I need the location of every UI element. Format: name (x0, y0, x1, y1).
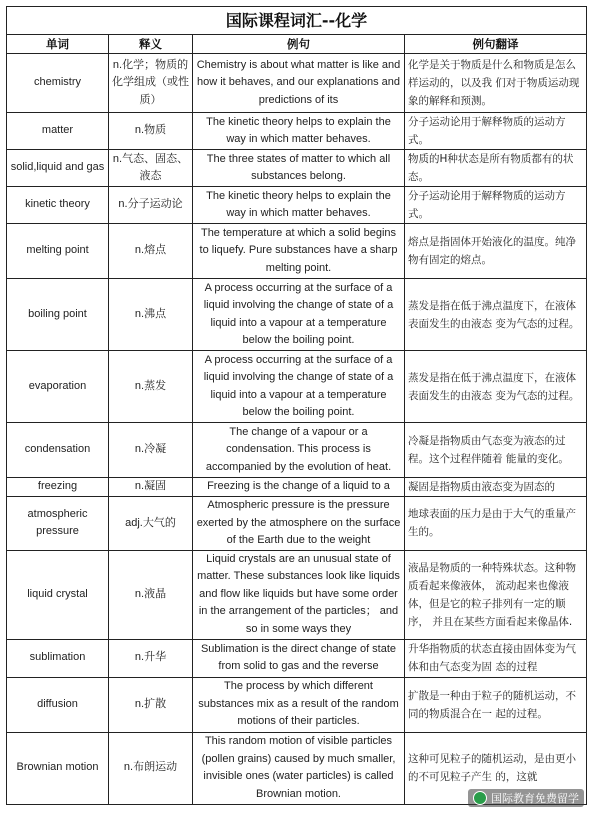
definition-cell: n.蒸发 (109, 351, 193, 423)
table-row (7, 677, 587, 732)
example-cell: Freezing is the change of a liquid to a (193, 478, 405, 497)
example-cell: This random motion of visible particles (pollen grains) caused by much smaller, invisible ones (water particles) is called Brownian motion. (193, 732, 405, 804)
watermark (468, 789, 584, 807)
translation-cell: 蒸发是指在低于沸点温度下，在液体表面发生的由液态 变为气态的过程。 (405, 279, 587, 351)
table-row (7, 497, 587, 551)
example-cell: Atmospheric pressure is the pressure exerted by the atmosphere on the surface of the Earth due to the weight (193, 497, 405, 551)
word-cell: solid,liquid and gas (7, 150, 109, 187)
table-row (7, 478, 587, 497)
example-cell: Sublimation is the direct change of state from solid to gas and the reverse (193, 639, 405, 677)
example-cell: A process occurring at the surface of a liquid involving the change of state of a liquid into a vapour at a temperature below the boiling point. (193, 279, 405, 351)
wechat-logo-icon (473, 791, 487, 805)
definition-cell: n.布朗运动 (109, 732, 193, 804)
word-cell: kinetic theory (7, 187, 109, 224)
definition-cell: n.物质 (109, 113, 193, 150)
header-example: 例句 (193, 35, 405, 54)
word-cell: condensation (7, 423, 109, 478)
word-cell: sublimation (7, 639, 109, 677)
definition-cell: n.分子运动论 (109, 187, 193, 224)
vocabulary-document (6, 6, 586, 805)
translation-cell: 熔点是指固体开始液化的温度。纯净物有固定的熔点。 (405, 224, 587, 279)
definition-cell: n.升华 (109, 639, 193, 677)
table-row (7, 54, 587, 113)
table-row (7, 639, 587, 677)
definition-cell: n.凝固 (109, 478, 193, 497)
word-cell: Brownian motion (7, 732, 109, 804)
word-cell: freezing (7, 478, 109, 497)
header-translation: 例句翻译 (405, 35, 587, 54)
table-title: 国际课程词汇--化学 (7, 7, 587, 35)
table-row (7, 187, 587, 224)
translation-cell: 地球表面的压力是由于大气的重量产生的。 (405, 497, 587, 551)
definition-cell: n.沸点 (109, 279, 193, 351)
table-row (7, 113, 587, 150)
example-cell: Chemistry is about what matter is like and how it behaves, and our explanations and predictions of its (193, 54, 405, 113)
translation-cell: 物质的H种状态是所有物质都有的状态。 (405, 150, 587, 187)
table-row (7, 224, 587, 279)
word-cell: chemistry (7, 54, 109, 113)
translation-cell: 蒸发是指在低于沸点温度下，在液体表面发生的由液态 变为气态的过程。 (405, 351, 587, 423)
table-row (7, 423, 587, 478)
definition-cell: n.扩散 (109, 677, 193, 732)
translation-cell: 冷凝是指物质由气态变为液态的过程。这个过程伴随着 能量的变化。 (405, 423, 587, 478)
word-cell: atmospheric pressure (7, 497, 109, 551)
definition-cell: n.液晶 (109, 550, 193, 639)
definition-cell: n.冷凝 (109, 423, 193, 478)
translation-cell: 化学是关于物质是什么和物质是怎么样运动的，以及我 们对于物质运动现象的解释和预测。 (405, 54, 587, 113)
example-cell: The kinetic theory helps to explain the way in which matter behaves. (193, 113, 405, 150)
word-cell: diffusion (7, 677, 109, 732)
translation-cell: 这种可见粒子的随机运动，是由更小的不可见粒子产生 的，这就 (405, 732, 587, 804)
translation-cell: 分子运动论用于解释物质的运动方式。 (405, 113, 587, 150)
word-cell: liquid crystal (7, 550, 109, 639)
definition-cell: n.熔点 (109, 224, 193, 279)
header-word: 单词 (7, 35, 109, 54)
header-definition: 释义 (109, 35, 193, 54)
definition-cell: n.气态、固态、液态 (109, 150, 193, 187)
example-cell: The three states of matter to which all substances belong. (193, 150, 405, 187)
table-row (7, 550, 587, 639)
example-cell: The process by which different substances mix as a result of the random motions of their particles. (193, 677, 405, 732)
example-cell: The temperature at which a solid begins to liquefy. Pure substances have a sharp melting point. (193, 224, 405, 279)
word-cell: boiling point (7, 279, 109, 351)
translation-cell: 扩散是一种由于粒子的随机运动，不同的物质混合在一 起的过程。 (405, 677, 587, 732)
definition-cell: n.化学；物质的化学组成（或性质） (109, 54, 193, 113)
translation-cell: 升华指物质的状态直接由固体变为气体和由气态变为固 态的过程 (405, 639, 587, 677)
translation-cell: 凝固是指物质由液态变为固态的 (405, 478, 587, 497)
example-cell: The change of a vapour or a condensation. This process is accompanied by the evolution of heat. (193, 423, 405, 478)
example-cell: Liquid crystals are an unusual state of matter. These substances look like liquids and flow like liquids but have some order in the arrangement of the particles； and so in some ways they (193, 550, 405, 639)
translation-cell: 液晶是物质的一种特殊状态。这种物质看起来像液体， 流动起来也像液体，但是它的粒子排列有一定的顺序， 并且在某些方面看起来像晶体. (405, 550, 587, 639)
example-cell: The kinetic theory helps to explain the way in which matter behaves. (193, 187, 405, 224)
table-row (7, 150, 587, 187)
table-row (7, 351, 587, 423)
watermark-text: 国际教育免费留学 (491, 792, 579, 805)
definition-cell: adj.大气的 (109, 497, 193, 551)
word-cell: melting point (7, 224, 109, 279)
translation-cell: 分子运动论用于解释物质的运动方式。 (405, 187, 587, 224)
vocabulary-table (6, 6, 587, 805)
table-row (7, 279, 587, 351)
header-row (7, 35, 587, 54)
word-cell: matter (7, 113, 109, 150)
example-cell: A process occurring at the surface of a liquid involving the change of state of a liquid into a vapour at a temperature below the boiling point. (193, 351, 405, 423)
word-cell: evaporation (7, 351, 109, 423)
